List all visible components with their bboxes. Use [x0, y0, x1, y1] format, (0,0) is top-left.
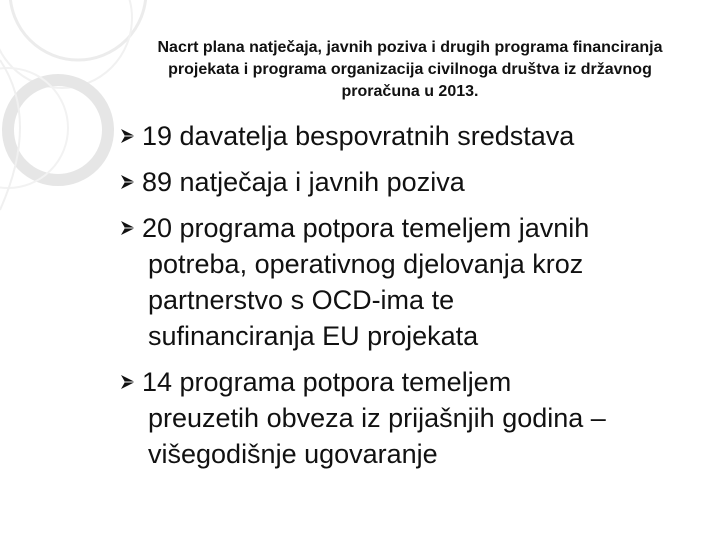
slide-title-line: projekata i programa organizacija civilnoga društva iz državnog — [168, 61, 652, 78]
bullet-text-line: partnerstvo s OCD-ima te — [148, 285, 455, 315]
arrow-bullet-icon — [120, 164, 142, 190]
bullet-text-line: 14 programa potpora temeljem — [142, 367, 512, 397]
bullet-item — [120, 164, 710, 200]
bullet-text — [142, 364, 606, 472]
arrow-bullet-icon — [120, 118, 142, 144]
bullet-text-line: potreba, operativnog djelovanja kroz — [148, 249, 584, 279]
bullet-text-line: 20 programa potpora temeljem javnih — [142, 213, 590, 243]
bullet-text — [142, 118, 574, 154]
bullet-text-line: preuzetih obveza iz prijašnjih godina – — [148, 403, 606, 433]
bullet-item — [120, 364, 710, 472]
bullet-text — [142, 210, 589, 354]
bullet-text-line: sufinanciranja EU projekata — [148, 321, 479, 351]
bullet-text-line: višegodišnje ugovaranje — [148, 439, 438, 469]
bullet-list — [120, 118, 710, 482]
bullet-text-line: 19 davatelja bespovratnih sredstava — [142, 121, 575, 151]
slide-title-line: proračuna u 2013. — [341, 83, 479, 100]
slide-title — [110, 37, 710, 103]
bullet-item — [120, 118, 710, 154]
bullet-item — [120, 210, 710, 354]
arrow-bullet-icon — [120, 210, 142, 236]
bullet-text — [142, 164, 465, 200]
slide-title-line: Nacrt plana natječaja, javnih poziva i drugih programa financiranja — [157, 39, 663, 56]
arrow-bullet-icon — [120, 364, 142, 390]
bullet-text-line: 89 natječaja i javnih poziva — [142, 167, 465, 197]
